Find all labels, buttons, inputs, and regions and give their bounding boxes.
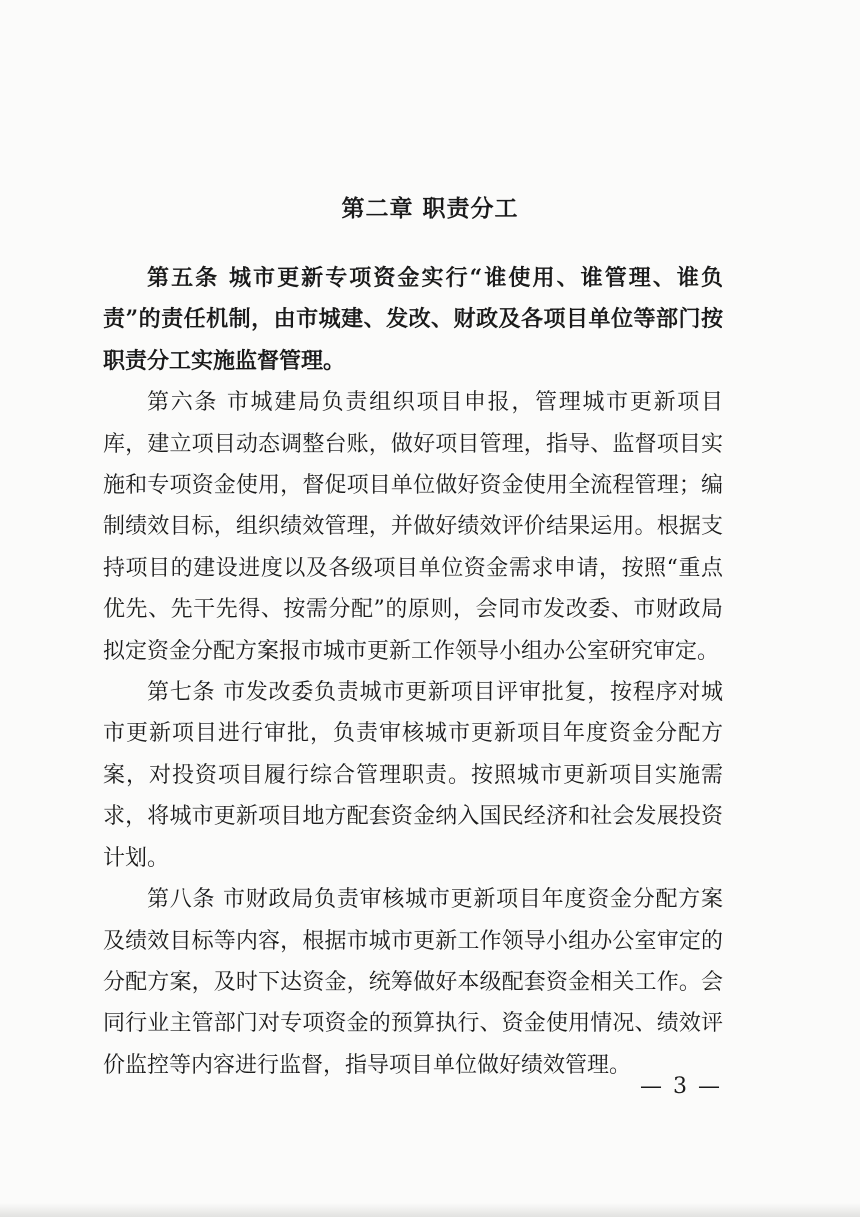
chapter-title: 第二章 职责分工 [341,195,519,222]
document-body [103,258,723,1086]
page-number: — 3 — [640,1074,722,1099]
article-7: 第七条 市发改委负责城市更新项目评审批复，按程序对城市更新项目进行审批，负责审核城市更新项目年度资金分配方案，对投资项目履行综合管理职责。按照城市更新项目实施需求，将城市更新项目地方配套资金纳入国民经济和社会发展投资计划。 [103,680,723,871]
article-8: 第八条 市财政局负责审核城市更新项目年度资金分配方案及绩效目标等内容，根据市城市更新工作领导小组办公室审定的分配方案，及时下达资金，统筹做好本级配套资金相关工作。会同行业主管部门对专项资金的预算执行、资金使用情况、绩效评价监控等内容进行监督，指导项目单位做好绩效管理。 [103,887,723,1078]
article-5: 第五条 城市更新专项资金实行“谁使用、谁管理、谁负责”的责任机制，由市城建、发改、财政及各项目单位等部门按职责分工实施监督管理。 [103,265,723,374]
page-bottom-edge [0,1203,860,1217]
article-6: 第六条 市城建局负责组织项目申报，管理城市更新项目库，建立项目动态调整台账，做好项目管理，指导、监督项目实施和专项资金使用，督促项目单位做好资金使用全流程管理；编制绩效目标，组织绩效管理，并做好绩效评价结果运用。根据支持项目的建设进度以及各级项目单位资金需求申请，按照“重点优先、先干先得、按需分配”的原则，会同市发改委、市财政局拟定资金分配方案报市城市更新工作领导小组办公室研究审定。 [103,390,723,664]
